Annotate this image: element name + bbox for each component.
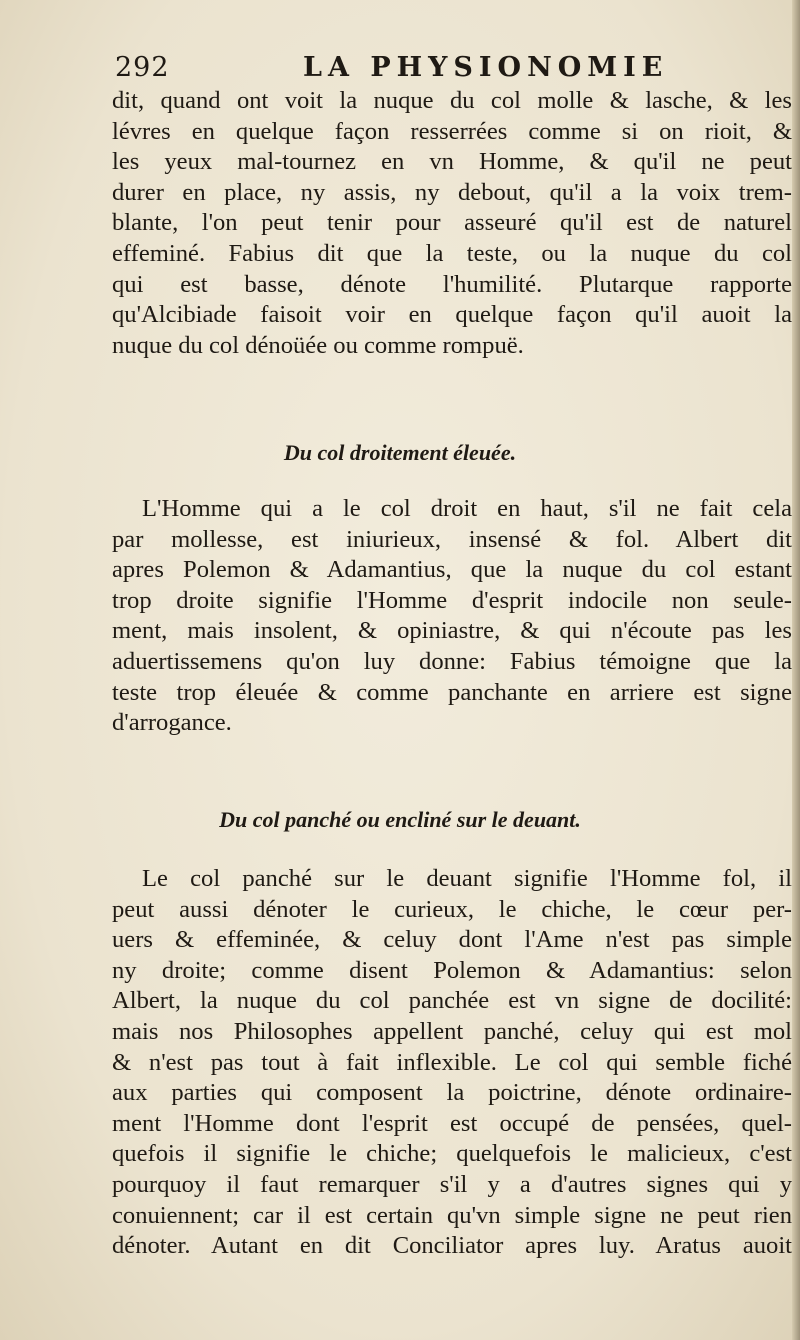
text-line: ny droite; comme disent Polemon & Adamantius: selon bbox=[112, 956, 792, 984]
text-line: qui est basse, dénote l'humilité. Plutarque rapporte bbox=[112, 270, 792, 298]
page-edge bbox=[792, 0, 800, 1340]
text-line: mais nos Philosophes appellent panché, celuy qui est mol bbox=[112, 1017, 792, 1045]
text-line: aux parties qui composent la poictrine, dénote ordinaire- bbox=[112, 1079, 792, 1107]
text-line: pourquoy il faut remarquer s'il y a d'autres signes qui y bbox=[112, 1170, 792, 1198]
text-line: L'Homme qui a le col droit en haut, s'il ne fait cela bbox=[142, 495, 792, 522]
text-line: conuiennent; car il est certain qu'vn simple signe ne peut rien bbox=[112, 1201, 792, 1229]
text-line: ment, mais insolent, & opiniastre, & qui n'écoute pas les bbox=[112, 617, 792, 645]
paragraph-continuation bbox=[112, 86, 792, 361]
page-number: 292 bbox=[115, 52, 170, 83]
text-line: qu'Alcibiade faisoit voir en quelque façon qu'il auoit la bbox=[112, 301, 792, 329]
text-line: dit, quand ont voit la nuque du col molle & lasche, & les bbox=[112, 87, 792, 114]
text-line: durer en place, ny assis, ny debout, qu'il a la voix trem- bbox=[112, 178, 792, 206]
text-line: ment l'Homme dont l'esprit est occupé de pensées, quel- bbox=[112, 1109, 792, 1137]
text-line: aduertissemens qu'on luy donne: Fabius témoigne que la bbox=[112, 647, 792, 675]
text-line: par mollesse, est iniurieux, insensé & fol. Albert dit bbox=[112, 525, 792, 553]
text-line: d'arrogance. bbox=[112, 709, 232, 737]
section-heading: Du col panché ou encliné sur le deuant. bbox=[219, 807, 581, 832]
text-line: quefois il signifie le chiche; quelquefois le malicieux, c'est bbox=[112, 1140, 792, 1168]
text-line: blante, l'on peut tenir pour asseuré qu'il est de naturel bbox=[112, 209, 792, 237]
text-line: Le col panché sur le deuant signifie l'Homme fol, il bbox=[142, 865, 792, 892]
text-line: dénoter. Autant en dit Conciliator apres luy. Aratus auoit bbox=[112, 1232, 792, 1260]
running-head: LA PHYSIONOMIE bbox=[303, 52, 669, 83]
text-line: trop droite signifie l'Homme d'esprit indocile non seule- bbox=[112, 586, 792, 614]
text-line: & n'est pas tout à fait inflexible. Le col qui semble fiché bbox=[112, 1048, 792, 1076]
text-line: nuque du col dénoüée ou comme rompuë. bbox=[112, 331, 524, 359]
section-heading: Du col droitement éleuée. bbox=[283, 440, 517, 465]
text-line: peut aussi dénoter le curieux, le chiche, le cœur per- bbox=[112, 895, 792, 923]
text-line: Albert, la nuque du col panchée est vn signe de docilité: bbox=[112, 987, 792, 1015]
text-line: apres Polemon & Adamantius, que la nuque du col estant bbox=[112, 556, 792, 584]
text-line: uers & effeminée, & celuy dont l'Ame n'est pas simple bbox=[112, 926, 792, 954]
text-line: teste trop éleuée & comme panchante en arriere est signe bbox=[112, 678, 792, 706]
text-line: lévres en quelque façon resserrées comme si on rioit, & bbox=[112, 117, 792, 145]
paragraph-col-panche bbox=[112, 864, 792, 1262]
paragraph-col-droit bbox=[112, 494, 792, 739]
text-line: les yeux mal-tournez en vn Homme, & qu'il ne peut bbox=[112, 148, 792, 176]
text-line: effeminé. Fabius dit que la teste, ou la nuque du col bbox=[112, 239, 792, 267]
